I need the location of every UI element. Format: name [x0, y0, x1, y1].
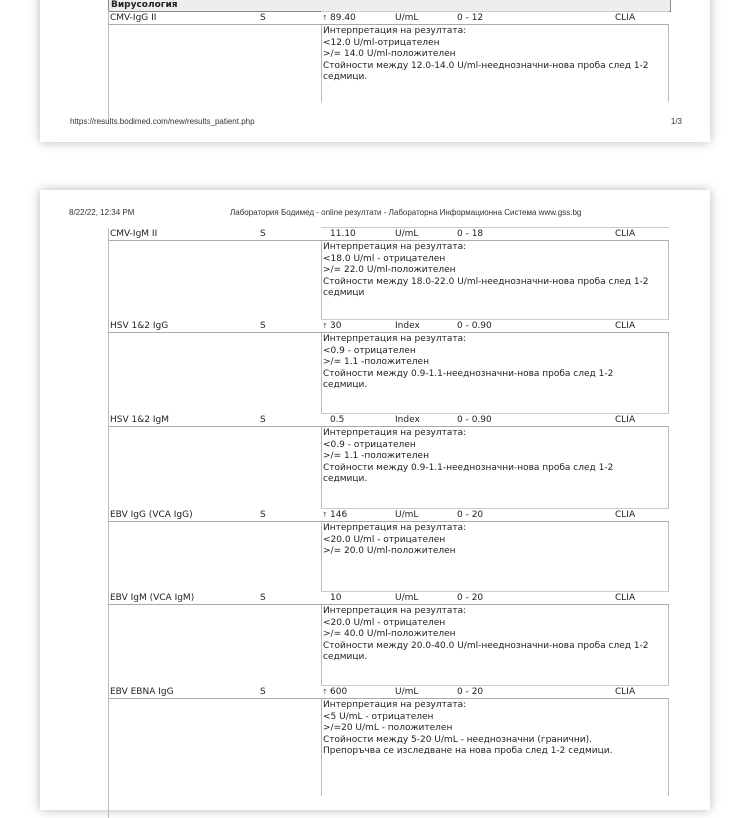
- test-result-row: [108, 592, 669, 686]
- comment-line: <5 U/mL - отрицателен: [323, 711, 434, 722]
- comment-line: седмици.: [323, 380, 368, 391]
- print-header-title: Лаборатория Бодимед - online резултати - Лабораторна Информационна Система www.gss.bg: [230, 208, 582, 217]
- high-flag-icon: ↑: [322, 322, 328, 330]
- interpretation-comment: [321, 427, 669, 509]
- result-value: 0.5: [330, 415, 345, 425]
- test-name: EBV EBNA IgG: [110, 687, 174, 697]
- test-result-row: [108, 414, 669, 509]
- test-name: EBV IgG (VCA IgG): [110, 510, 193, 520]
- test-result-row: [108, 509, 669, 592]
- comment-line: Стойности между 20.0-40.0 U/ml-нееднозначни-нова проба след 1-2: [323, 640, 649, 651]
- result-unit: Index: [395, 321, 420, 331]
- table-border: [108, 228, 109, 818]
- interpretation-comment: [321, 333, 669, 414]
- comment-line: Интерпретация на резултата:: [323, 606, 467, 616]
- interpretation-comment: [321, 25, 669, 102]
- result-value: 89.40: [330, 13, 356, 23]
- print-datetime: 8/22/22, 12:34 PM: [69, 208, 135, 217]
- test-name: CMV-IgM II: [110, 229, 158, 239]
- method: CLIA: [615, 593, 636, 603]
- method: CLIA: [615, 229, 636, 239]
- comment-line: Интерпретация на резултата:: [323, 523, 467, 533]
- interpretation-comment: [321, 605, 669, 686]
- comment-line: седмици: [323, 288, 365, 299]
- result-header: [108, 686, 669, 699]
- sample-type: S: [260, 593, 266, 603]
- method: CLIA: [615, 687, 636, 697]
- test-name: HSV 1&2 IgM: [110, 415, 169, 425]
- comment-line: Интерпретация на резултата:: [323, 700, 467, 710]
- comment-line: <20.0 U/ml - отрицателен: [323, 617, 446, 628]
- result-header: [108, 592, 669, 605]
- high-flag-icon: ↑: [322, 511, 328, 519]
- result-unit: U/mL: [395, 593, 419, 603]
- result-unit: U/mL: [395, 510, 419, 520]
- high-flag-icon: ↑: [322, 14, 328, 22]
- high-flag-icon: ↑: [322, 688, 328, 696]
- method: CLIA: [615, 321, 636, 331]
- footer-page-number: 1/3: [670, 117, 682, 126]
- interpretation-comment: [321, 522, 669, 592]
- result-unit: U/mL: [395, 687, 419, 697]
- result-value: 11.10: [330, 229, 356, 239]
- test-name: EBV IgM (VCA IgM): [110, 593, 195, 603]
- result-header: [108, 320, 669, 333]
- interpretation-comment: [321, 241, 669, 320]
- sample-type: S: [260, 687, 266, 697]
- footer-url: https://results.bodimed.com/new/results_patient.php: [70, 117, 255, 126]
- test-result-row: [108, 12, 669, 102]
- reference-range: 0 - 0.90: [457, 321, 492, 331]
- comment-line: >/= 20.0 U/ml-положителен: [323, 546, 456, 557]
- comment-line: >/= 1.1 -положителен: [323, 357, 429, 368]
- reference-range: 0 - 20: [457, 687, 484, 697]
- comment-line: Интерпретация на резултата:: [323, 26, 467, 36]
- comment-line: <0.9 - отрицателен: [323, 439, 416, 450]
- result-header: [108, 509, 669, 522]
- comment-line: Интерпретация на резултата:: [323, 428, 467, 438]
- sample-type: S: [260, 510, 266, 520]
- comment-line: седмици.: [323, 72, 368, 83]
- comment-line: <0.9 - отрицателен: [323, 345, 416, 356]
- comment-line: Стойности между 0.9-1.1-нееднозначни-нова проба след 1-2: [323, 368, 614, 379]
- report-page-2: [40, 190, 710, 810]
- comment-line: Препоръчва се изследване на нова проба след 1-2 седмици.: [323, 746, 613, 757]
- comment-line: седмици.: [323, 652, 368, 663]
- result-value: 10: [330, 593, 342, 603]
- comment-line: седмици.: [323, 474, 368, 485]
- comment-line: Стойности между 12.0-14.0 U/ml-нееднозначни-нова проба след 1-2: [323, 60, 649, 71]
- result-value: 600: [330, 687, 348, 697]
- method: CLIA: [615, 415, 636, 425]
- comment-line: <12.0 U/ml-отрицателен: [323, 37, 440, 48]
- result-header: [108, 228, 669, 241]
- comment-line: >/= 14.0 U/ml-положителен: [323, 49, 456, 60]
- method: CLIA: [615, 13, 636, 23]
- comment-line: >/= 1.1 -положителен: [323, 451, 429, 462]
- interpretation-comment: [321, 699, 669, 796]
- section-title: Вирусология: [111, 0, 178, 10]
- sample-type: S: [260, 229, 266, 239]
- result-header: [108, 414, 669, 427]
- comment-line: <20.0 U/ml - отрицателен: [323, 534, 446, 545]
- reference-range: 0 - 0.90: [457, 415, 492, 425]
- test-result-row: [108, 320, 669, 414]
- comment-line: Интерпретация на резултата:: [323, 242, 467, 252]
- test-name: CMV-IgG II: [110, 13, 157, 23]
- sample-type: S: [260, 415, 266, 425]
- test-result-row: [108, 228, 669, 320]
- comment-line: >/= 40.0 U/ml-положителен: [323, 629, 456, 640]
- result-unit: Index: [395, 415, 420, 425]
- sample-type: S: [260, 13, 266, 23]
- comment-line: >/=20 U/mL - положителен: [323, 723, 453, 734]
- report-page-1: [40, 0, 710, 142]
- reference-range: 0 - 20: [457, 593, 484, 603]
- sample-type: S: [260, 321, 266, 331]
- result-value: 30: [330, 321, 342, 331]
- comment-line: Стойности между 5-20 U/mL - нееднозначни (гранични).: [323, 734, 592, 745]
- reference-range: 0 - 12: [457, 13, 484, 23]
- result-unit: U/mL: [395, 229, 419, 239]
- result-value: 146: [330, 510, 348, 520]
- comment-line: >/= 22.0 U/ml-положителен: [323, 265, 456, 276]
- reference-range: 0 - 18: [457, 229, 484, 239]
- test-name: HSV 1&2 IgG: [110, 321, 169, 331]
- comment-line: Стойности между 18.0-22.0 U/ml-нееднозначни-нова проба след 1-2: [323, 276, 649, 287]
- method: CLIA: [615, 510, 636, 520]
- comment-line: Стойности между 0.9-1.1-нееднозначни-нова проба след 1-2: [323, 462, 614, 473]
- reference-range: 0 - 20: [457, 510, 484, 520]
- result-unit: U/mL: [395, 13, 419, 23]
- comment-line: Интерпретация на резултата:: [323, 334, 467, 344]
- comment-line: <18.0 U/ml - отрицателен: [323, 253, 446, 264]
- result-header: [108, 12, 669, 25]
